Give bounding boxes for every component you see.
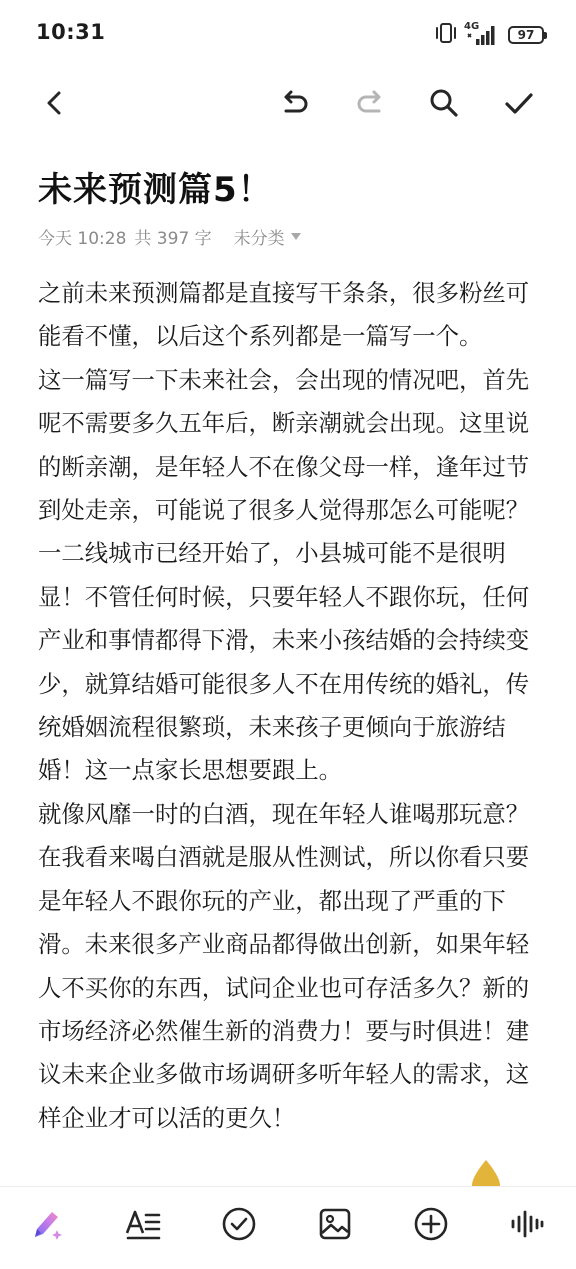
checklist-icon [221,1206,257,1242]
note-date: 今天 10:28 [38,229,127,249]
back-button[interactable] [32,80,78,126]
network-label: 4G [464,21,480,32]
undo-icon [279,88,311,118]
status-time: 10:31 [36,20,106,44]
ai-assist-button[interactable] [22,1199,72,1249]
done-button[interactable] [496,80,542,126]
signal-icon [464,23,498,47]
note-meta [38,224,301,249]
vibrate-icon [434,22,458,48]
add-icon [413,1206,449,1242]
search-icon [428,87,460,119]
category-dropdown[interactable] [234,224,301,249]
battery-level: 97 [517,28,535,42]
status-icons [434,20,544,50]
chevron-down-icon [291,233,301,240]
voice-input-button[interactable] [502,1199,552,1249]
category-label: 未分类 [233,229,285,249]
note-body[interactable]: 之前未来预测篇都是直接写干条条，很多粉丝可能看不懂，以后这个系列都是一篇写一个。 这一篇写一下未来社会，会出现的情况吧，首先呢不需要多久五年后，断亲潮就会出现。这里说的断亲潮，是年轻人不在像父母一样，逢年过节到处走亲，可能说了很多人觉得那怎么可能呢？一二线城市已经开始了，小县城可能不是很明显！不管任何时候，只要年轻人不跟你玩，任何产业和事情都得下滑，未来小孩结婚的会持续变少，就算结婚可能很多人不在用传统的婚礼，传统婚姻流程很繁琐，未来孩子更倾向于旅游结婚！这一点家长思想要跟上。 就像风靡一时的白酒，现在年轻人谁喝那玩意？在我看来喝白酒就是服从性测试，所以你看只要是年轻人不跟你玩的产业，都出现了严重的下滑。未来很多产业商品都得做出创新，如果年轻人不买你的东西，试问企业也可存活多久？新的市场经济必然催生新的消费力！要与时俱进！建议未来企业多做市场调研多听年轻人的需求，这样企业才可以活的更久！ [38,279,530,1132]
ai-pen-icon [27,1204,67,1244]
status-bar [0,0,576,70]
back-icon [40,88,70,118]
text-format-icon [124,1206,162,1242]
search-button[interactable] [421,80,467,126]
text-format-button[interactable] [118,1199,168,1249]
check-icon [503,88,535,118]
checklist-button[interactable] [214,1199,264,1249]
redo-button[interactable] [347,80,393,126]
editor-toolbar [0,70,576,136]
word-count: 共 397 字 [134,229,212,249]
image-icon [317,1206,353,1242]
bottom-toolbar [0,1186,576,1269]
voice-wave-icon [509,1206,545,1242]
add-button[interactable] [406,1199,456,1249]
note-title[interactable]: 未来预测篇5！ [38,170,273,210]
insert-image-button[interactable] [310,1199,360,1249]
battery-icon [508,26,544,44]
redo-icon [354,88,386,118]
undo-button[interactable] [272,80,318,126]
